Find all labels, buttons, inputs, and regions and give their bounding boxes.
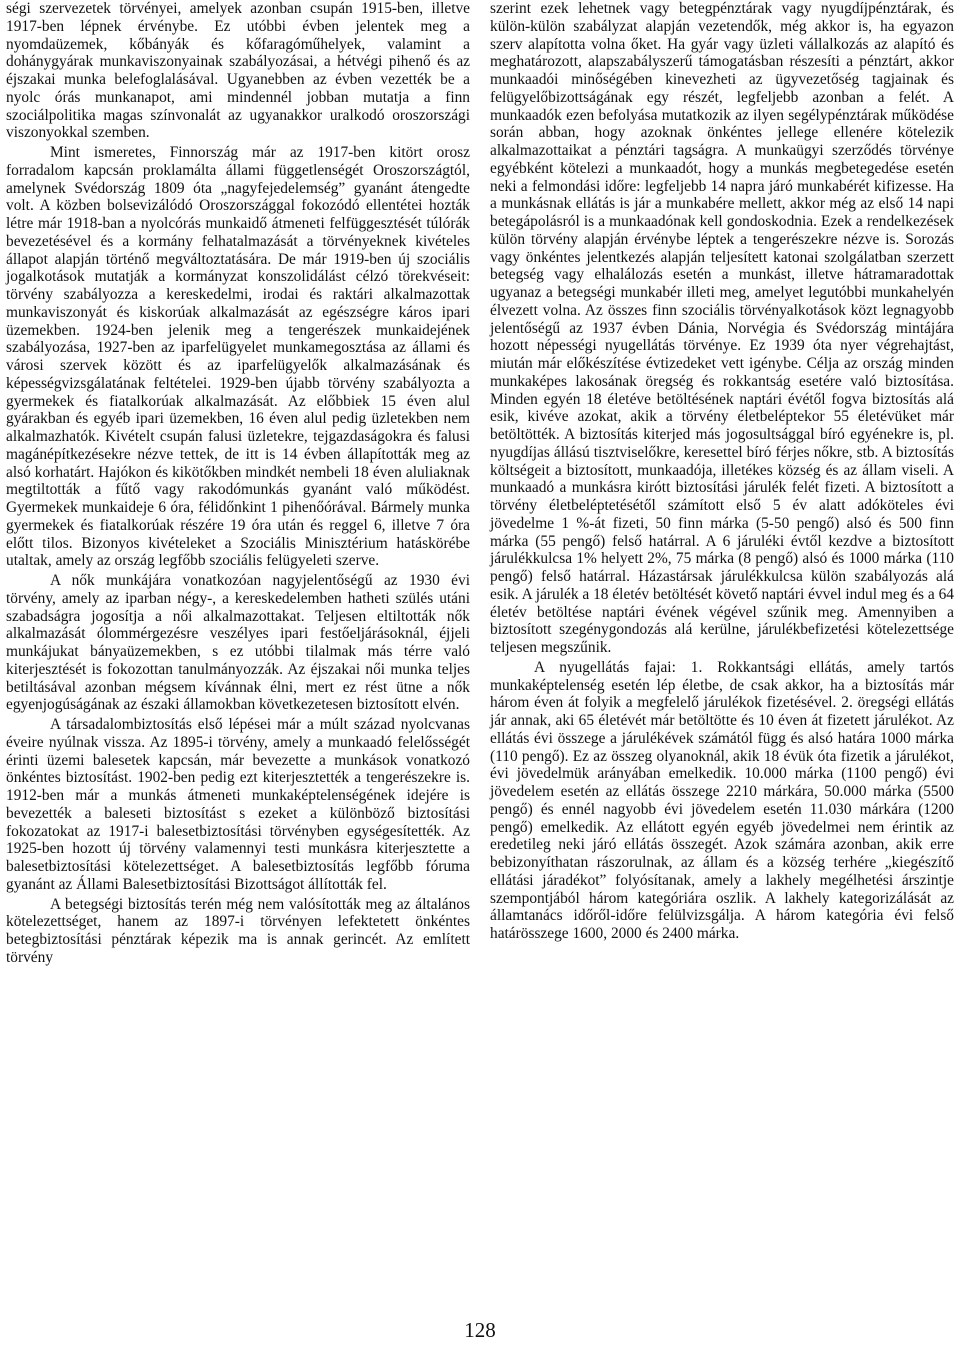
paragraph-health-insurance: A betegségi biztosítás terén még nem valósították meg az általános kötelezettséget, hanem az 1897-i törvényen lefektetett önkéntes betegbiztosítási pénztárak képezik ma is annak gerincét. Az említett törvény (6, 895, 470, 966)
paragraph-pension-funds: szerint ezek lehetnek vagy betegpénztárak vagy nyugdíjpénztárak, és külön-külön szabályzat alapján vezetendők, még akkor is, ha egyazon szerv alapította volna őket. Ha gyár vagy üzleti vállalkozás az alapító és meghatározott, alapszabályszerű támogatásban részesíti a pénztárt, akkor munkaadói minőségében kinevezheti az ügyvezetőség tagjainak és felügyelőbizottságának egy részét, legfeljebb azonban a felét. A munkaadók ezen befolyása mutatkozik az ilyen segélypénztárak működése során abban, hogy azoknak önkéntes jellege ellenére kötelezik alkalmazottaikat a pénztári tagságra. A munkaügyi szerződés törvénye egyébként kötelezi a munkaadót, hogy a munkás megbetegedése esetén neki a felmondási időre: legfeljebb 14 napra járó munkabérét kifizesse. Ha a munkásnak ellátás is jár a munkabére mellett, akkor még az első 14 napi betegápolásról is a munkaadónak kell gondoskodnia. Ezek a rendelkezések külön törvény alapján érvénybe léptek a tengerészekre nézve is. Sorozás vagy önkéntes jelentkezés alapján teljesített katonai szolgálatban szerzett betegség vagy elhalálozás esetén a munkást, illetve hátramaradottak ugyanaz a betegségi munkabér illeti meg, amelyet legutóbbi munkahelyén élvezett volna. Az összes finn szociális törvényalkotások közt legnagyobb jelentőségű az 1937 évben Dánia, Norvégia és Svédország mintájára hozott népességi nyugellátás törvénye. Ez 1939 óta nyer végrehajtást, miután már előkészítése évtizedeket vett igénybe. Célja az ország minden munkaképes lakosának öregség és rokkantság esetére való biztosítása. Minden egyén 18 életéve betöltésének naptári évétől fogva biztosítás alá esik, kivéve azokat, akik a törvény életbeléptekor 55 életévüket már betöltötték. A biztosítás kiterjed más jogosultsággal bíró egyénekre is, pl. nyugdíjas állású tisztviselőkre, keresettel bíró férjes nőkre, stb. A biztosítás költségeit a biztosított, munkaadója, illetékes község és az állam viseli. A munkaadó a munkásra kirótt biztosítási járulék felét fizeti. A biztosított a törvény életbeléptetésétől számított első 5 év alatt adóköteles évi jövedelme 1 %-át fizeti, 50 finn márka (5-50 pengő) alsó és 500 finn márka (55 pengő) felső határral. A 6 járuléki évtől kezdve a biztosított járulékkulcsa 1% helyett 2%, 75 márka (8 pengő) alsó és 1000 márka (110 pengő) felső határral. Házastársak járulékkulcsa külön szabályozás alá esik. A járulék a 18 életév betöltését követő naptári évvel indul meg és a 64 életév betöltése naptári évének végével szűnik meg. Amennyiben a biztosított szegénygondozás alá kerülne, járulékbefizetési kötelezettsége teljesen megszűnik. (490, 0, 954, 656)
paragraph-finland-independence: Mint ismeretes, Finnország már az 1917-ben kitört orosz forradalom kapcsán proklamálta állami függetlenségét Oroszországtól, amelynek Svédország 1809 óta „nagyfejedelemség” gyanánt átengedte volt. A közben bolsevizálódó Oroszországgal fokozódó ellentétei hozták létre már 1918-ban a nyolcórás munkaidő átmeneti felfüggesztését túlórák bevezetésével és a kormány felhatalmazását a törvényeknek kivételes állapot alapján történő megváltoztatására. De már 1919-ben új szociális jogalkotások mutatják a kormányzat konszolidálást célzó törekvéseit: törvény szabályozza a kereskedelmi, irodai és raktári alkalmazottak munkaviszonyát és kiskorúak alkalmazását az egészségre káros ipari üzemekben. 1924-ben jelenik meg a tengerészek munkaidejének szabályozása, 1927-ben az iparfelügyelet munkamegosztása az állami és városi szervek között és az iparfelügyelők alkalmazásának és képességvizsgálatának feltételei. 1929-ben újabb törvény szabályozta a gyermekek és fiatalkorúak alkalmazását. Az előbbiek 15 éven alul gyárakban és egyéb ipari üzemekben, 16 éven alul pedig üzletekben nem alkalmazhatók. Kivételt csupán falusi üzletekre, tejgazdaságokra és falusi magánépítkezésekre nézve tettek, de itt is 14 évben állapították meg az alsó korhatárt. Hajókon és kikötőkben mindkét nembeli 18 éven aluliaknak megtiltották a fűtő vagy rakodómunkás gyanánt való működést. Gyermekek munkaideje 6 óra, félidőnkint 1 pihenőórával. Bármely munka gyermekek és fiatalkorúak részére 19 óra után és reggel 6, illetve 7 óra előtt tilos. Bizonyos kivételeket a Szociális Minisztérium hatáskörébe utaltak, amely az ország legfőbb szociális felügyeleti szerve. (6, 144, 470, 570)
paragraph-social-insurance: A társadalombiztosítás első lépései már a múlt század nyolcvanas éveire nyúlnak vissza. Az 1895-i törvény, amely a munkaadó felelősségét érinti üzemi balesetek kapcsán, már bevezette a munkások vonatkozó önkéntes biztosítást. 1902-ben pedig ezt kiterjesztették a tengerészekre is. 1912-ben már a munkás átmeneti munkaképtelenségének idejére is bevezették a baleseti biztosítást s ezeket a különböző biztosítási fokozatokat az 1917-i balesetbiztosítási törvényben egységesítették. Az 1925-ben hozott új törvény valamennyi testi munkásra kiterjesztette a balesetbiztosítási kötelezettséget. A balesetbiztosítás legfőbb fóruma gyanánt az Állami Balesetbiztosítási Bizottságot állították fel. (6, 716, 470, 893)
paragraph-women-work: A nők munkájára vonatkozóan nagyjelentőségű az 1930 évi törvény, amely az iparban négy-, a kereskedelemben hatheti szülés utáni szabadságra jogosítja a női alkalmazottakat. Teljesen eltiltották nők alkalmazását ólommérgezésre veszélyes ipari festőeljárásoknál, éjjeli munkájukat bányaüzemekben, s ez utóbbi tilalmak más térre való kiterjesztését is fokozottan tanulmányozzák. Az éjszakai női munka teljes betiltásával azonban mégsem kívánnak élni, mert ez rést ütne a nők egyenjogúságának az északi államokban következetesen biztosított elvén. (6, 572, 470, 714)
paragraph-pension-types: A nyugellátás fajai: 1. Rokkantsági ellátás, amely tartós munkaképtelenség esetén lép életbe, de csak akkor, ha a biztosítás már három éven át folyik a megfelelő járulékok fizetésével. 2. öregségi ellátás jár annak, aki 65 életévét már betöltötte és 10 éven át fizetett járulékot. Az ellátás évi összege a járulékévek számától függ és alsó határa 1000 márka (110 pengő). Ez az összeg olyanoknál, akik 18 évük óta fizetik a járulékot, évi jövedelmük arányában emelkedik. 10.000 márka (1100 pengő) évi jövedelem esetén az ellátás összege 2210 márkára, 50.000 márka (5500 pengő) és ennél nagyobb évi jövedelem esetén 11.030 márkára (1200 pengő) emelkedik. Az ellátott egyén egyéb jövedelmei nem érintik az eredetileg neki járó ellátás összegét. Azok számára azonban, akik erre bebizonyíthatan rászorulnak, az állam és a község terhére „kiegészítő ellátási járadékot” folyósítanak, amely a lakhely megélhetési árszintje szempontjából három kategóriára oszlik. A lakhely kategorizálását az államtanács időről-időre felülvizsgálja. A három kategória évi felső határösszege 1600, 2000 és 2400 márka. (490, 658, 954, 942)
right-text-column (490, 0, 954, 943)
left-text-column (6, 0, 470, 967)
paragraph-continuation: ségi szervezetek törvényei, amelyek azonban csupán 1915-ben, illetve 1917-ben lépnek érvénybe. Ez utóbbi évben jelentek meg a nyomdaüzemek, kőbányák és kőfaragóműhelyek, valamint a dohánygyárak munkaviszonyainak szabályozásai, a hétvégi pihenő és az éjszakai munka belefoglalásával. Ugyanebben az évben vezették be a nyolc órás munkanapot, ami mindennél jobban mutatja a finn szociálpolitika magas színvonalát az ugyanakkor uralkodó oroszországi viszonyokkal szemben. (6, 0, 470, 142)
page-number: 128 (464, 1318, 496, 1342)
